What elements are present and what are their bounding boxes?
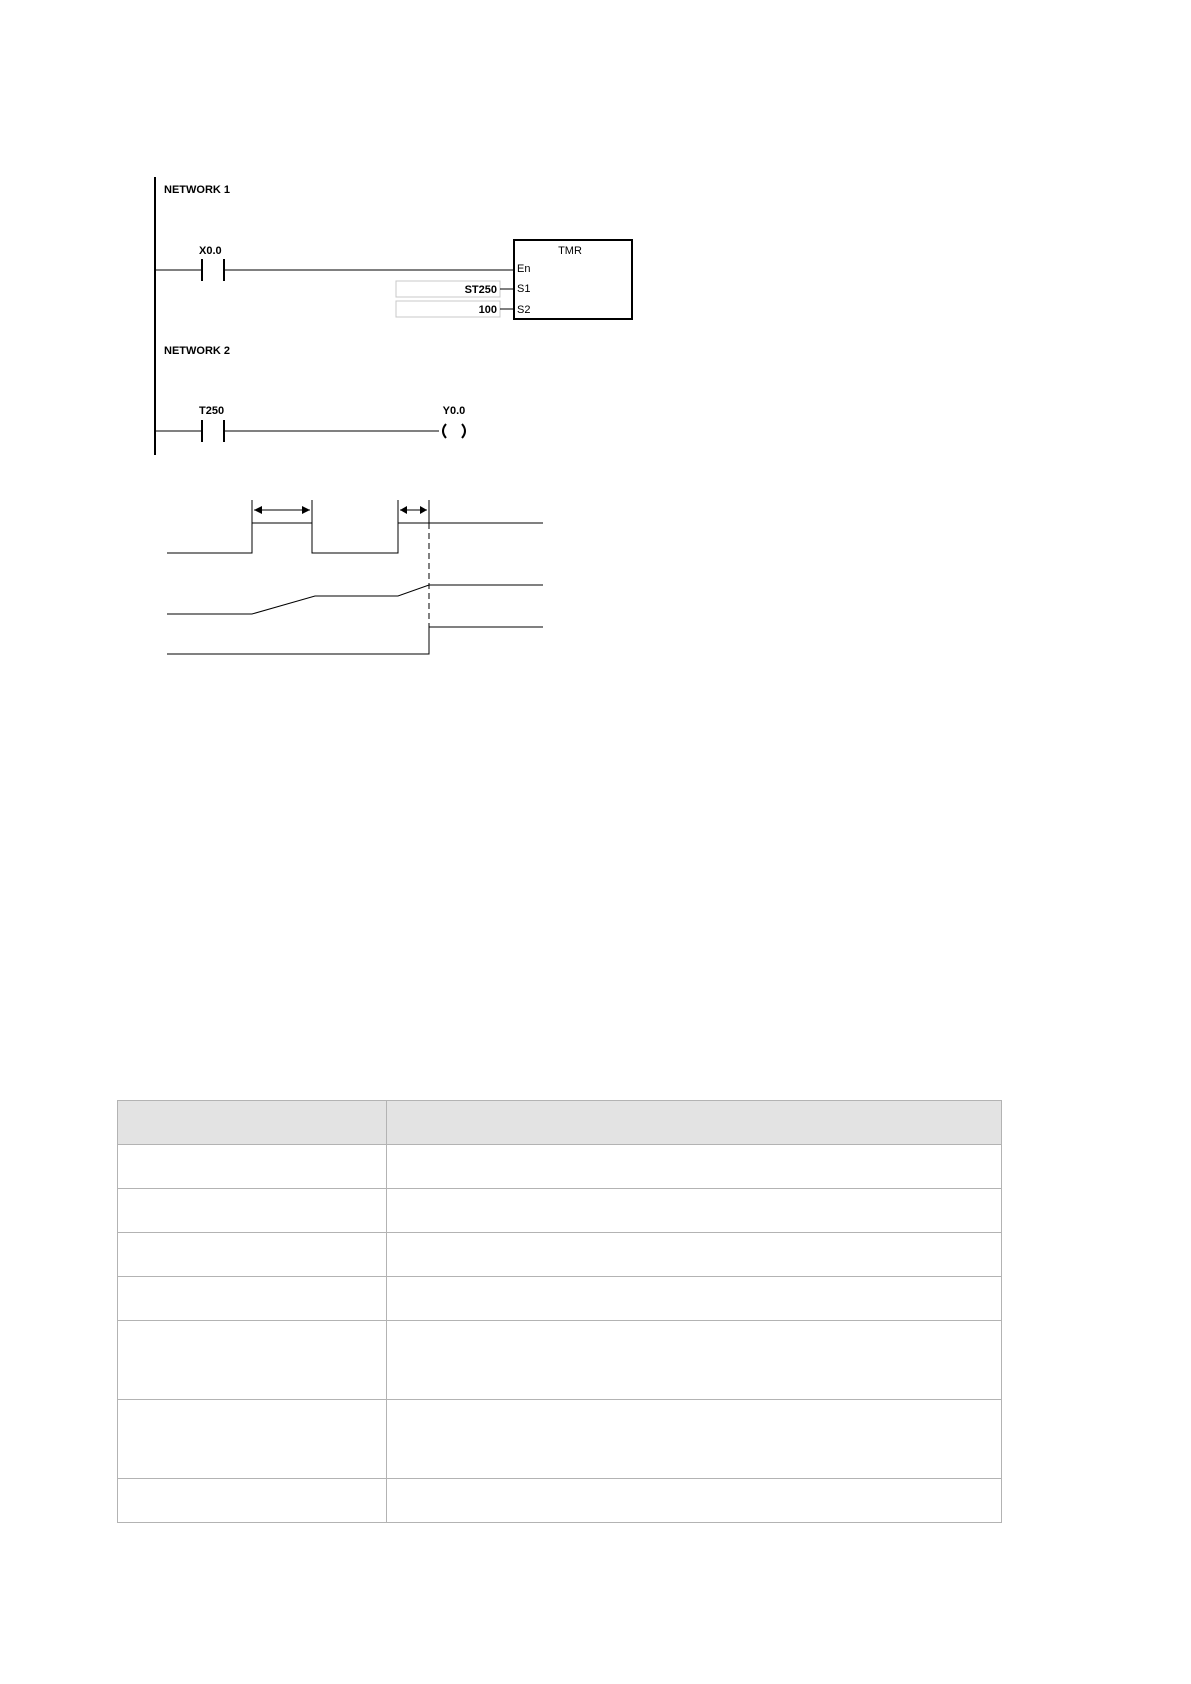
table-header-row [118,1101,1002,1145]
timing-diagram [167,500,543,654]
network-1-title: NETWORK 1 [164,184,230,196]
specification-table [117,1100,1002,1523]
table-cell [387,1277,1002,1321]
s2-operand [396,301,514,317]
table-cell [118,1277,387,1321]
table-cell [387,1145,1002,1189]
table-row [118,1233,1002,1277]
network-2-title: NETWORK 2 [164,345,230,357]
contact-t250-label: T250 [199,405,225,417]
ladder-and-timing-diagram [0,0,1191,700]
output-signal-trace [167,627,543,654]
table-cell [387,1400,1002,1479]
contact-t250-symbol [155,420,439,442]
table-header-cell [118,1101,387,1145]
table-cell [387,1189,1002,1233]
table-cell [118,1233,387,1277]
table-cell [118,1145,387,1189]
tmr-function-block [514,240,632,319]
s1-operand [396,281,514,297]
contact-x0-label: X0.0 [199,245,222,257]
table-cell [387,1479,1002,1523]
table-header-cell [387,1101,1002,1145]
table-cell [118,1400,387,1479]
table-cell [118,1321,387,1400]
table-cell [118,1189,387,1233]
timing-interval-1 [252,500,312,523]
table-cell [118,1479,387,1523]
coil-y0-label: Y0.0 [442,405,466,417]
timer-value-trace [167,585,543,614]
table-row [118,1321,1002,1400]
table-row [118,1400,1002,1479]
s1-operand-value: ST250 [464,284,497,296]
table-row [118,1189,1002,1233]
s2-operand-value: 100 [478,304,497,316]
timing-interval-2 [398,500,429,523]
contact-x0-symbol [155,259,514,281]
table-cell [387,1233,1002,1277]
input-signal-trace [167,523,543,553]
table-row [118,1145,1002,1189]
table-cell [387,1321,1002,1400]
table-row [118,1277,1002,1321]
tmr-block-name: TMR [558,245,582,257]
pin-s1-label: S1 [517,283,531,295]
coil-y0-symbol [443,424,465,438]
pin-en-label: En [517,263,531,275]
table-row [118,1479,1002,1523]
pin-s2-label: S2 [517,304,531,316]
